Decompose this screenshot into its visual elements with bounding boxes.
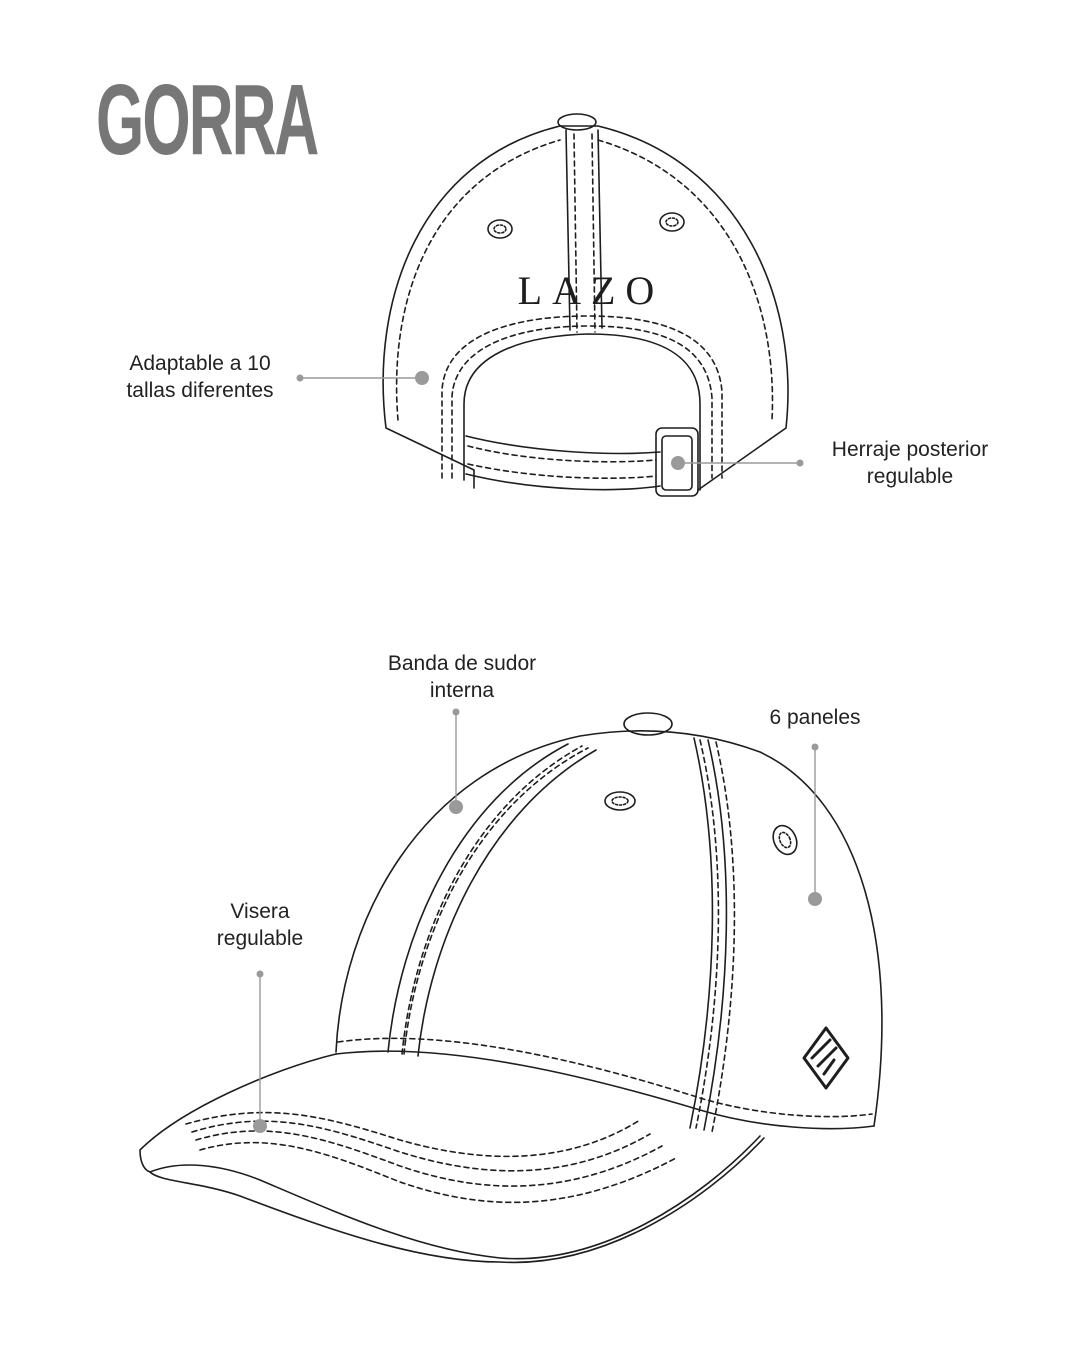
callout-line: regulable	[216, 927, 304, 950]
callout-line: Adaptable a 10	[129, 352, 271, 375]
callout-visera	[180, 898, 340, 952]
callout-line: Banda de sudor	[387, 652, 537, 675]
callout-line: 6 paneles	[769, 706, 861, 729]
callout-line: Herraje posterior	[831, 438, 989, 461]
cap-side-view	[140, 713, 882, 1262]
callout-line: interna	[429, 679, 495, 702]
leader-visera	[253, 971, 267, 1134]
leader-herraje	[671, 456, 804, 470]
page-title: GORRA	[96, 64, 318, 176]
diamond-logo-icon	[804, 1028, 848, 1088]
callout-paneles	[740, 704, 890, 731]
callout-line: tallas diferentes	[126, 379, 274, 402]
leader-banda	[449, 709, 463, 815]
callout-line: Visera	[230, 900, 290, 923]
eyelet-icon	[488, 220, 512, 238]
eyelet-icon	[660, 213, 684, 231]
eyelet-icon	[605, 792, 635, 810]
callout-line: regulable	[866, 465, 954, 488]
callout-banda	[362, 650, 562, 704]
eyelet-icon	[769, 822, 802, 858]
callout-adaptable	[100, 350, 300, 404]
callout-herraje	[800, 436, 1020, 490]
leader-paneles	[808, 744, 822, 907]
leader-adaptable	[297, 371, 430, 385]
brand-logo: LAZO	[517, 268, 665, 313]
